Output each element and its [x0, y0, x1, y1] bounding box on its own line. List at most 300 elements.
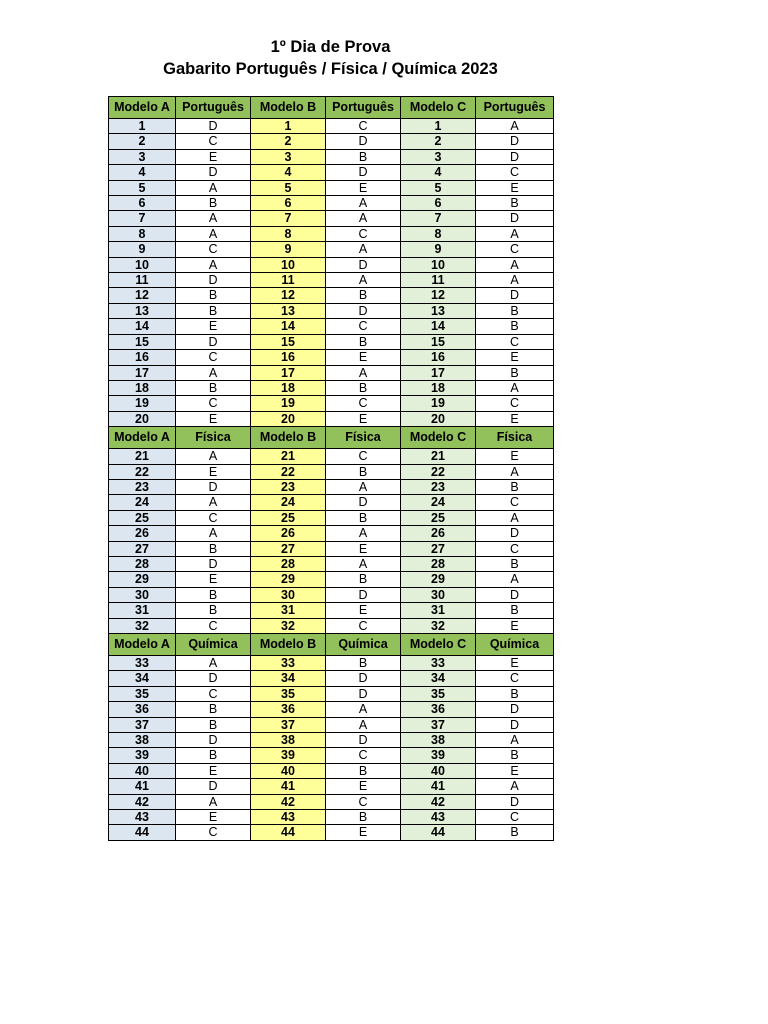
modelo-b-question: 5 [251, 180, 326, 195]
table-row [109, 656, 554, 671]
modelo-c-question: 18 [401, 380, 476, 395]
modelo-b-question: 12 [251, 288, 326, 303]
modelo-c-question: 30 [401, 587, 476, 602]
modelo-b-answer: E [326, 350, 401, 365]
modelo-b-question: 20 [251, 411, 326, 426]
modelo-b-answer: A [326, 479, 401, 494]
modelo-c-answer: D [476, 211, 554, 226]
modelo-a-answer: A [176, 495, 251, 510]
table-row [109, 211, 554, 226]
modelo-b-question: 40 [251, 763, 326, 778]
modelo-c-question: 20 [401, 411, 476, 426]
modelo-c-answer: C [476, 165, 554, 180]
modelo-b-answer: D [326, 134, 401, 149]
modelo-c-answer: E [476, 350, 554, 365]
modelo-b-question: 18 [251, 380, 326, 395]
modelo-b-question: 8 [251, 226, 326, 241]
modelo-c-question: 13 [401, 303, 476, 318]
modelo-a-answer: A [176, 656, 251, 671]
table-row [109, 303, 554, 318]
modelo-a-answer: E [176, 810, 251, 825]
modelo-b-question: 27 [251, 541, 326, 556]
modelo-a-question: 15 [109, 334, 176, 349]
modelo-b-answer: B [326, 510, 401, 525]
modelo-b-answer: C [326, 449, 401, 464]
modelo-c-question: 28 [401, 556, 476, 571]
modelo-c-answer: C [476, 396, 554, 411]
modelo-c-question: 40 [401, 763, 476, 778]
modelo-b-question: 17 [251, 365, 326, 380]
modelo-a-question: 39 [109, 748, 176, 763]
modelo-c-question: 7 [401, 211, 476, 226]
modelo-c-question: 29 [401, 572, 476, 587]
modelo-c-question: 25 [401, 510, 476, 525]
modelo-c-question: 37 [401, 717, 476, 732]
modelo-c-answer: D [476, 288, 554, 303]
modelo-c-question: 22 [401, 464, 476, 479]
modelo-c-answer: D [476, 717, 554, 732]
modelo-a-answer: D [176, 334, 251, 349]
modelo-b-answer: C [326, 794, 401, 809]
modelo-c-answer: B [476, 319, 554, 334]
modelo-a-answer: E [176, 464, 251, 479]
table-row [109, 257, 554, 272]
answer-key-body [109, 97, 554, 841]
modelo-a-question: 11 [109, 273, 176, 288]
modelo-a-answer: D [176, 556, 251, 571]
modelo-c-question: 43 [401, 810, 476, 825]
modelo-b-answer: C [326, 119, 401, 134]
modelo-b-answer: B [326, 572, 401, 587]
modelo-c-answer: E [476, 449, 554, 464]
modelo-c-question: 19 [401, 396, 476, 411]
modelo-c-answer: A [476, 779, 554, 794]
table-row [109, 541, 554, 556]
modelo-a-answer: C [176, 396, 251, 411]
modelo-b-question: 33 [251, 656, 326, 671]
modelo-c-answer: C [476, 495, 554, 510]
modelo-b-answer: E [326, 180, 401, 195]
modelo-b-answer: A [326, 273, 401, 288]
modelo-c-question: 38 [401, 733, 476, 748]
modelo-c-question: 27 [401, 541, 476, 556]
modelo-b-question: 21 [251, 449, 326, 464]
modelo-c-answer: A [476, 380, 554, 395]
modelo-c-question: 26 [401, 526, 476, 541]
modelo-a-question: 21 [109, 449, 176, 464]
modelo-c-question: 8 [401, 226, 476, 241]
modelo-c-question: 11 [401, 273, 476, 288]
modelo-b-answer: D [326, 733, 401, 748]
modelo-c-question: 33 [401, 656, 476, 671]
modelo-b-answer: B [326, 380, 401, 395]
modelo-a-answer: C [176, 510, 251, 525]
modelo-b-answer: A [326, 242, 401, 257]
modelo-a-answer: C [176, 686, 251, 701]
modelo-c-answer: B [476, 556, 554, 571]
table-row [109, 572, 554, 587]
modelo-c-question: 44 [401, 825, 476, 840]
modelo-a-answer: D [176, 165, 251, 180]
modelo-a-answer: E [176, 763, 251, 778]
modelo-b-question: 16 [251, 350, 326, 365]
column-header: Modelo B [251, 634, 326, 656]
modelo-b-answer: B [326, 464, 401, 479]
modelo-b-question: 34 [251, 671, 326, 686]
modelo-b-answer: E [326, 411, 401, 426]
modelo-a-answer: D [176, 273, 251, 288]
modelo-a-question: 33 [109, 656, 176, 671]
column-header: Química [176, 634, 251, 656]
modelo-c-question: 24 [401, 495, 476, 510]
modelo-c-question: 14 [401, 319, 476, 334]
modelo-c-question: 2 [401, 134, 476, 149]
modelo-c-answer: B [476, 748, 554, 763]
modelo-c-question: 4 [401, 165, 476, 180]
modelo-a-question: 7 [109, 211, 176, 226]
modelo-a-question: 13 [109, 303, 176, 318]
modelo-b-question: 1 [251, 119, 326, 134]
table-row [109, 510, 554, 525]
modelo-c-question: 15 [401, 334, 476, 349]
modelo-b-answer: C [326, 396, 401, 411]
modelo-b-answer: B [326, 656, 401, 671]
modelo-b-question: 41 [251, 779, 326, 794]
modelo-a-answer: D [176, 671, 251, 686]
modelo-c-answer: A [476, 119, 554, 134]
modelo-c-answer: C [476, 242, 554, 257]
table-row [109, 464, 554, 479]
modelo-b-question: 3 [251, 149, 326, 164]
modelo-a-question: 28 [109, 556, 176, 571]
modelo-c-question: 3 [401, 149, 476, 164]
modelo-b-answer: C [326, 748, 401, 763]
modelo-a-answer: D [176, 733, 251, 748]
modelo-a-answer: A [176, 226, 251, 241]
modelo-b-answer: D [326, 671, 401, 686]
modelo-c-answer: A [476, 464, 554, 479]
modelo-a-answer: B [176, 587, 251, 602]
modelo-a-question: 43 [109, 810, 176, 825]
modelo-b-question: 14 [251, 319, 326, 334]
modelo-c-answer: E [476, 411, 554, 426]
table-row [109, 702, 554, 717]
modelo-a-answer: B [176, 717, 251, 732]
column-header: Física [326, 427, 401, 449]
table-row [109, 717, 554, 732]
modelo-a-question: 37 [109, 717, 176, 732]
modelo-c-question: 32 [401, 618, 476, 633]
modelo-c-question: 6 [401, 196, 476, 211]
modelo-b-answer: A [326, 556, 401, 571]
modelo-a-answer: A [176, 449, 251, 464]
table-row [109, 226, 554, 241]
modelo-a-answer: B [176, 603, 251, 618]
modelo-b-question: 2 [251, 134, 326, 149]
modelo-b-question: 24 [251, 495, 326, 510]
modelo-a-question: 19 [109, 396, 176, 411]
modelo-c-question: 21 [401, 449, 476, 464]
modelo-a-question: 8 [109, 226, 176, 241]
modelo-c-question: 10 [401, 257, 476, 272]
modelo-c-answer: B [476, 825, 554, 840]
column-header: Química [476, 634, 554, 656]
modelo-b-question: 19 [251, 396, 326, 411]
modelo-a-question: 30 [109, 587, 176, 602]
modelo-a-answer: D [176, 779, 251, 794]
table-row [109, 495, 554, 510]
modelo-b-answer: A [326, 717, 401, 732]
column-header: Modelo C [401, 97, 476, 119]
table-row [109, 794, 554, 809]
modelo-b-question: 11 [251, 273, 326, 288]
modelo-b-answer: B [326, 763, 401, 778]
modelo-a-question: 16 [109, 350, 176, 365]
modelo-c-question: 39 [401, 748, 476, 763]
modelo-b-question: 32 [251, 618, 326, 633]
modelo-a-answer: E [176, 319, 251, 334]
answer-key-table [108, 96, 554, 841]
table-row [109, 149, 554, 164]
modelo-b-question: 37 [251, 717, 326, 732]
modelo-a-question: 6 [109, 196, 176, 211]
modelo-b-question: 4 [251, 165, 326, 180]
modelo-b-answer: D [326, 165, 401, 180]
modelo-a-question: 20 [109, 411, 176, 426]
table-row [109, 165, 554, 180]
modelo-c-answer: D [476, 149, 554, 164]
modelo-c-answer: B [476, 686, 554, 701]
modelo-b-question: 39 [251, 748, 326, 763]
modelo-b-question: 30 [251, 587, 326, 602]
table-row [109, 180, 554, 195]
modelo-b-answer: D [326, 303, 401, 318]
modelo-c-answer: B [476, 365, 554, 380]
table-row [109, 380, 554, 395]
modelo-a-question: 23 [109, 479, 176, 494]
modelo-a-answer: B [176, 288, 251, 303]
modelo-b-question: 7 [251, 211, 326, 226]
modelo-a-answer: C [176, 618, 251, 633]
modelo-b-question: 25 [251, 510, 326, 525]
table-row [109, 365, 554, 380]
table-row [109, 587, 554, 602]
modelo-c-answer: D [476, 134, 554, 149]
table-row [109, 526, 554, 541]
table-row [109, 411, 554, 426]
column-header: Português [476, 97, 554, 119]
modelo-c-question: 12 [401, 288, 476, 303]
modelo-c-answer: C [476, 810, 554, 825]
table-row [109, 334, 554, 349]
modelo-b-question: 15 [251, 334, 326, 349]
column-header: Modelo C [401, 427, 476, 449]
modelo-a-answer: C [176, 134, 251, 149]
modelo-b-question: 6 [251, 196, 326, 211]
modelo-b-answer: B [326, 334, 401, 349]
modelo-b-answer: B [326, 149, 401, 164]
modelo-c-question: 9 [401, 242, 476, 257]
table-row [109, 779, 554, 794]
modelo-c-answer: A [476, 572, 554, 587]
modelo-a-question: 29 [109, 572, 176, 587]
modelo-b-question: 26 [251, 526, 326, 541]
modelo-a-answer: A [176, 180, 251, 195]
modelo-c-answer: A [476, 257, 554, 272]
section-header-portugues [109, 97, 554, 119]
modelo-a-question: 41 [109, 779, 176, 794]
modelo-c-answer: D [476, 526, 554, 541]
modelo-a-question: 35 [109, 686, 176, 701]
column-header: Física [176, 427, 251, 449]
modelo-c-answer: E [476, 763, 554, 778]
modelo-b-question: 28 [251, 556, 326, 571]
modelo-b-answer: B [326, 288, 401, 303]
modelo-b-answer: D [326, 587, 401, 602]
column-header: Modelo C [401, 634, 476, 656]
modelo-b-question: 13 [251, 303, 326, 318]
modelo-a-question: 32 [109, 618, 176, 633]
modelo-a-answer: A [176, 526, 251, 541]
table-row [109, 810, 554, 825]
modelo-c-answer: D [476, 702, 554, 717]
modelo-a-question: 14 [109, 319, 176, 334]
modelo-b-answer: B [326, 810, 401, 825]
modelo-a-answer: D [176, 479, 251, 494]
table-row [109, 603, 554, 618]
modelo-b-answer: C [326, 618, 401, 633]
modelo-c-answer: C [476, 671, 554, 686]
modelo-b-answer: E [326, 779, 401, 794]
modelo-c-question: 5 [401, 180, 476, 195]
modelo-a-question: 2 [109, 134, 176, 149]
modelo-c-answer: A [476, 226, 554, 241]
modelo-c-answer: E [476, 656, 554, 671]
modelo-b-answer: C [326, 319, 401, 334]
modelo-b-question: 36 [251, 702, 326, 717]
modelo-c-answer: E [476, 180, 554, 195]
modelo-b-question: 42 [251, 794, 326, 809]
modelo-c-answer: B [476, 603, 554, 618]
modelo-c-answer: A [476, 733, 554, 748]
column-header: Português [176, 97, 251, 119]
modelo-b-question: 10 [251, 257, 326, 272]
column-header: Modelo B [251, 97, 326, 119]
modelo-a-question: 3 [109, 149, 176, 164]
modelo-b-question: 43 [251, 810, 326, 825]
modelo-c-answer: A [476, 273, 554, 288]
section-header-quimica [109, 634, 554, 656]
modelo-a-answer: B [176, 541, 251, 556]
table-row [109, 449, 554, 464]
modelo-b-answer: A [326, 211, 401, 226]
modelo-c-answer: C [476, 541, 554, 556]
modelo-b-answer: E [326, 825, 401, 840]
modelo-c-question: 17 [401, 365, 476, 380]
modelo-a-answer: D [176, 119, 251, 134]
modelo-c-question: 35 [401, 686, 476, 701]
modelo-a-question: 10 [109, 257, 176, 272]
modelo-a-answer: B [176, 748, 251, 763]
modelo-a-question: 31 [109, 603, 176, 618]
modelo-c-question: 16 [401, 350, 476, 365]
modelo-a-question: 34 [109, 671, 176, 686]
modelo-a-answer: A [176, 211, 251, 226]
modelo-a-question: 38 [109, 733, 176, 748]
table-row [109, 396, 554, 411]
modelo-c-answer: B [476, 479, 554, 494]
modelo-a-question: 25 [109, 510, 176, 525]
table-row [109, 134, 554, 149]
modelo-a-question: 5 [109, 180, 176, 195]
modelo-c-answer: A [476, 510, 554, 525]
modelo-c-answer: C [476, 334, 554, 349]
modelo-b-question: 35 [251, 686, 326, 701]
table-row [109, 825, 554, 840]
table-row [109, 119, 554, 134]
modelo-a-question: 18 [109, 380, 176, 395]
modelo-c-question: 1 [401, 119, 476, 134]
modelo-a-answer: E [176, 149, 251, 164]
column-header: Modelo A [109, 634, 176, 656]
column-header: Química [326, 634, 401, 656]
modelo-c-answer: B [476, 196, 554, 211]
table-row [109, 273, 554, 288]
modelo-b-answer: D [326, 495, 401, 510]
table-row [109, 288, 554, 303]
modelo-c-answer: E [476, 618, 554, 633]
modelo-a-answer: C [176, 242, 251, 257]
modelo-a-answer: A [176, 257, 251, 272]
modelo-b-question: 44 [251, 825, 326, 840]
modelo-b-answer: A [326, 365, 401, 380]
modelo-a-question: 44 [109, 825, 176, 840]
table-row [109, 686, 554, 701]
modelo-a-answer: B [176, 702, 251, 717]
modelo-b-answer: A [326, 196, 401, 211]
modelo-c-question: 36 [401, 702, 476, 717]
table-row [109, 733, 554, 748]
modelo-a-question: 24 [109, 495, 176, 510]
table-row [109, 556, 554, 571]
page-title: 1º Dia de Prova [270, 38, 391, 56]
modelo-a-question: 42 [109, 794, 176, 809]
modelo-c-question: 42 [401, 794, 476, 809]
modelo-a-question: 9 [109, 242, 176, 257]
table-row [109, 196, 554, 211]
table-row [109, 618, 554, 633]
modelo-b-answer: D [326, 257, 401, 272]
modelo-a-question: 26 [109, 526, 176, 541]
page-subtitle: Gabarito Português / Física / Química 2023 [163, 60, 498, 78]
modelo-b-answer: E [326, 603, 401, 618]
modelo-b-question: 22 [251, 464, 326, 479]
column-header: Física [476, 427, 554, 449]
modelo-c-question: 41 [401, 779, 476, 794]
modelo-b-question: 31 [251, 603, 326, 618]
modelo-b-answer: D [326, 686, 401, 701]
column-header: Português [326, 97, 401, 119]
modelo-b-answer: A [326, 526, 401, 541]
column-header: Modelo A [109, 427, 176, 449]
modelo-a-answer: C [176, 350, 251, 365]
table-row [109, 242, 554, 257]
table-row [109, 763, 554, 778]
modelo-c-answer: D [476, 794, 554, 809]
table-row [109, 319, 554, 334]
modelo-b-question: 9 [251, 242, 326, 257]
modelo-c-answer: B [476, 303, 554, 318]
